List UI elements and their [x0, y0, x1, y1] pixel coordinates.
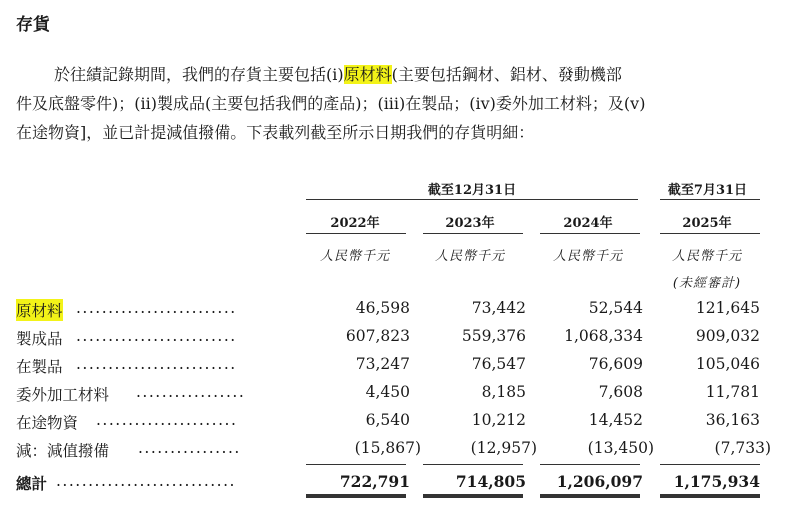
dot-leader: .................	[136, 383, 246, 401]
subtotal-rule	[660, 464, 760, 465]
paragraph-line-3: 在途物資]，並已計提減值撥備。下表載列截至所示日期我們的存貨明細：	[16, 123, 535, 142]
cell-2025: 121,645	[695, 299, 760, 317]
cell-2024: 1,068,334	[564, 327, 643, 345]
table-row	[16, 299, 776, 325]
cell-2023: 10,212	[471, 411, 526, 429]
col-unit: 人民幣千元	[319, 249, 390, 264]
cell-2024: 52,544	[588, 299, 643, 317]
paragraph-line-1	[16, 60, 776, 89]
paragraph-line-2: 件及底盤零件)；(ii)製成品(主要包括我們的產品)；(iii)在製品；(iv)委外加工材料；及(v)	[16, 94, 646, 113]
total-double-rule	[306, 494, 406, 498]
cell-2023: 73,442	[471, 299, 526, 317]
group-header-rule	[306, 199, 638, 200]
subtotal-rule	[423, 464, 523, 465]
row-label: 減：減值撥備	[16, 442, 110, 460]
col-unit: 人民幣千元	[671, 249, 742, 264]
table-row	[16, 411, 776, 437]
paragraph-text: (主要包括鋼材、鋁材、發動機部	[391, 65, 622, 84]
section-title: 存貨	[16, 15, 50, 35]
col-header-rule	[660, 233, 760, 234]
total-double-rule	[423, 494, 523, 498]
cell-2023: 559,376	[461, 327, 526, 345]
cell-2022: (15,867)	[354, 439, 421, 457]
group-header-jul: 截至7月31日	[667, 183, 748, 198]
total-double-rule	[540, 494, 640, 498]
cell-2025: 11,781	[705, 383, 760, 401]
cell-2022: 6,540	[365, 411, 410, 429]
dot-leader: ................	[138, 439, 241, 457]
total-double-rule	[660, 494, 760, 498]
cell-2022: 607,823	[345, 327, 410, 345]
table-row	[16, 355, 776, 381]
cell-2024: 76,609	[588, 355, 643, 373]
group-header-rule	[660, 199, 760, 200]
cell-2025: 1,175,934	[673, 472, 760, 491]
group-header-dec: 截至12月31日	[427, 183, 517, 198]
row-label: 原材料	[16, 299, 63, 321]
row-label: 總計	[16, 474, 48, 493]
dot-leader: .........................	[76, 355, 237, 373]
row-label: 在製品	[16, 358, 63, 376]
subtotal-rule	[540, 464, 640, 465]
col-unit: 人民幣千元	[434, 249, 505, 264]
cell-2025: (7,733)	[714, 439, 771, 457]
col-unit: 人民幣千元	[552, 249, 623, 264]
cell-2022: 722,791	[339, 472, 410, 491]
cell-2022: 4,450	[365, 383, 410, 401]
table-row	[16, 439, 776, 465]
cell-2023: (12,957)	[470, 439, 537, 457]
cell-2025: 909,032	[695, 327, 760, 345]
highlighted-term: 原材料	[343, 65, 392, 84]
col-header-rule	[540, 233, 640, 234]
col-header-2022: 2022年	[330, 216, 380, 231]
cell-2023: 8,185	[481, 383, 526, 401]
table-row	[16, 327, 776, 353]
col-header-2024: 2024年	[563, 216, 613, 231]
cell-2023: 76,547	[471, 355, 526, 373]
col-header-rule	[423, 233, 523, 234]
paragraph-text: 於往績記錄期間，我們的存貨主要包括(i)	[54, 65, 344, 84]
cell-2022: 46,598	[355, 299, 410, 317]
cell-2023: 714,805	[455, 472, 526, 491]
dot-leader: ......................	[96, 411, 238, 429]
table-row	[16, 383, 776, 409]
dot-leader: ............................	[56, 472, 236, 490]
dot-leader: .........................	[76, 299, 237, 317]
cell-2024: (13,450)	[587, 439, 654, 457]
cell-2024: 14,452	[588, 411, 643, 429]
col-header-2025: 2025年	[682, 216, 732, 231]
col-header-2023: 2023年	[445, 216, 495, 231]
cell-2022: 73,247	[355, 355, 410, 373]
col-unaudited-note: (未經審計)	[672, 276, 742, 291]
subtotal-rule	[306, 464, 406, 465]
row-label: 製成品	[16, 330, 63, 348]
dot-leader: .........................	[76, 327, 237, 345]
intro-paragraph	[16, 60, 776, 147]
cell-2024: 1,206,097	[556, 472, 643, 491]
cell-2025: 105,046	[695, 355, 760, 373]
row-label: 在途物資	[16, 414, 79, 432]
cell-2025: 36,163	[705, 411, 760, 429]
col-header-rule	[306, 233, 406, 234]
cell-2024: 7,608	[598, 383, 643, 401]
row-label: 委外加工材料	[16, 386, 110, 404]
